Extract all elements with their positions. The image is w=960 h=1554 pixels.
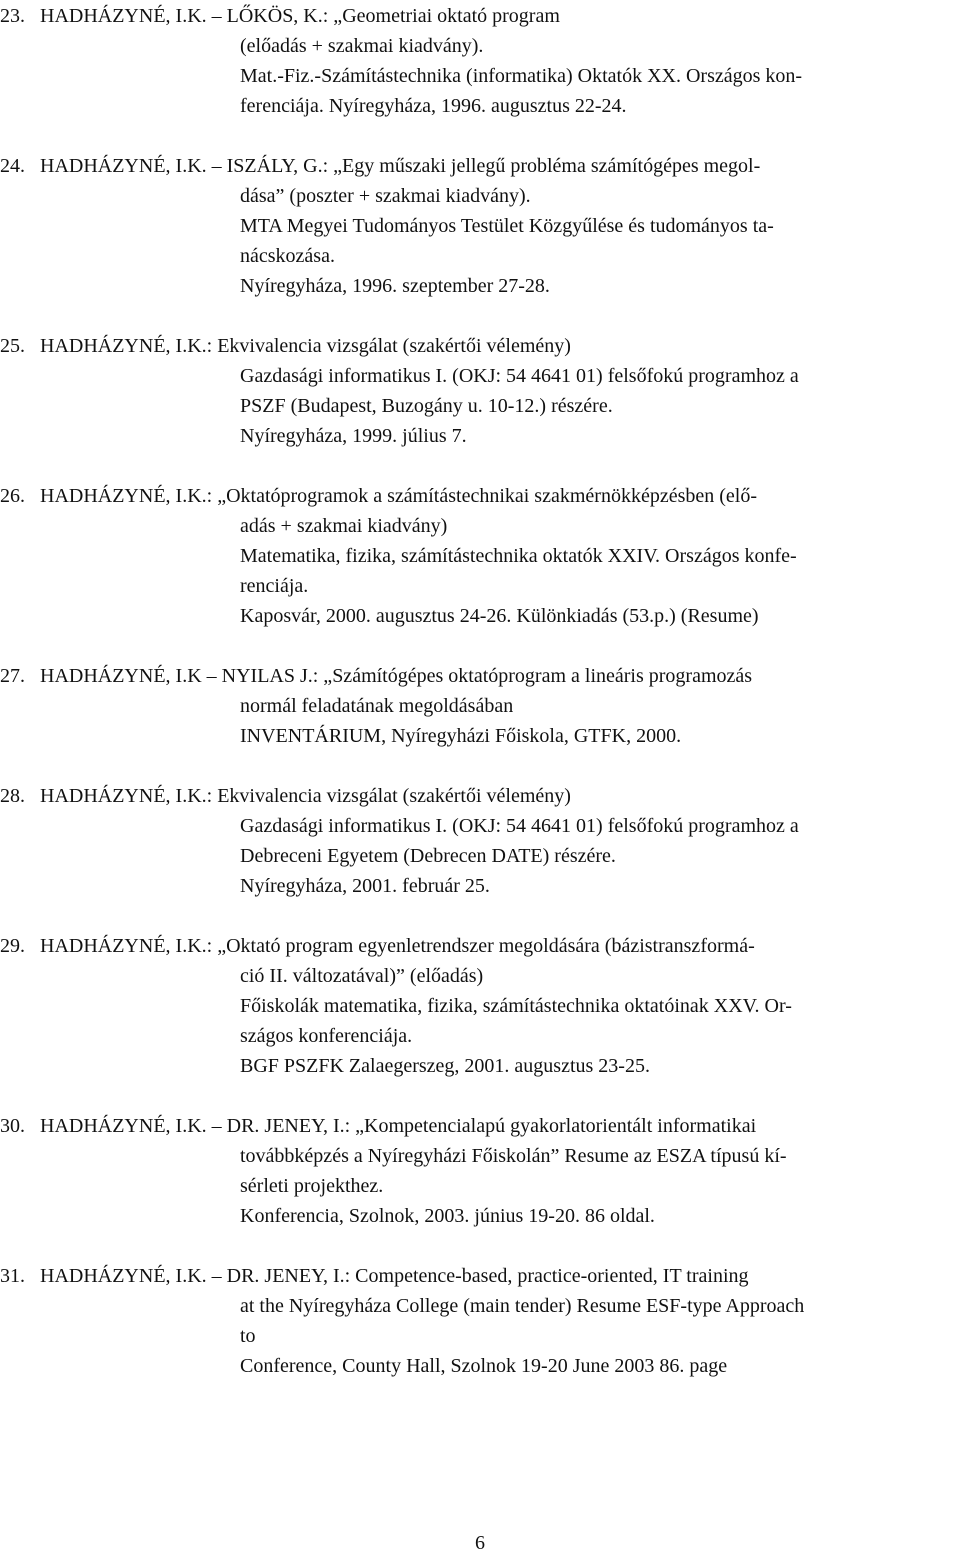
entry-line: továbbképzés a Nyíregyházi Főiskolán” Resume az ESZA típusú kí-	[240, 1145, 787, 1167]
entry-line: Kaposvár, 2000. augusztus 24-26. Különkiadás (53.p.) (Resume)	[240, 605, 759, 627]
entry-line: Konferencia, Szolnok, 2003. június 19-20. 86 oldal.	[240, 1205, 655, 1227]
entry-number: 29.	[0, 935, 25, 957]
entry-line: MTA Megyei Tudományos Testület Közgyűlése és tudományos ta-	[240, 215, 774, 237]
entry-line: Nyíregyháza, 2001. február 25.	[240, 875, 490, 897]
entry-line: INVENTÁRIUM, Nyíregyházi Főiskola, GTFK, 2000.	[240, 725, 682, 747]
entry-line: Gazdasági informatikus I. (OKJ: 54 4641 01) felsőfokú programhoz a	[240, 365, 799, 387]
entry-line: Főiskolák matematika, fizika, számítástechnika oktatóinak XXV. Or-	[240, 995, 792, 1017]
entry-line: (előadás + szakmai kiadvány).	[240, 35, 484, 57]
entry-number: 27.	[0, 665, 25, 687]
entry-line: HADHÁZYNÉ, I.K.: Ekvivalencia vizsgálat (szakértői vélemény)	[40, 785, 571, 807]
entry-line: ferenciája. Nyíregyháza, 1996. augusztus 22-24.	[240, 95, 627, 117]
entry-line: ció II. változatával)” (előadás)	[240, 965, 484, 987]
entry-number: 25.	[0, 335, 25, 357]
entry-line: to	[240, 1325, 256, 1347]
entry-line: Nyíregyháza, 1999. július 7.	[240, 425, 467, 447]
entry-line: normál feladatának megoldásában	[240, 695, 514, 717]
entry-line: adás + szakmai kiadvány)	[240, 515, 448, 537]
entry-line: HADHÁZYNÉ, I.K. – LŐKÖS, K.: „Geometriai oktató program	[40, 5, 560, 27]
entry-line: Gazdasági informatikus I. (OKJ: 54 4641 01) felsőfokú programhoz a	[240, 815, 799, 837]
entry-line: renciája.	[240, 575, 309, 597]
entry-line: Conference, County Hall, Szolnok 19-20 June 2003 86. page	[240, 1355, 728, 1377]
entry-line: Mat.-Fiz.-Számítástechnika (informatika) Oktatók XX. Országos kon-	[240, 65, 803, 87]
entry-number: 30.	[0, 1115, 25, 1137]
entry-line: Matematika, fizika, számítástechnika oktatók XXIV. Országos konfe-	[240, 545, 797, 567]
entry-line: HADHÁZYNÉ, I.K.: Ekvivalencia vizsgálat (szakértői vélemény)	[40, 335, 571, 357]
entry-number: 28.	[0, 785, 25, 807]
entry-line: HADHÁZYNÉ, I.K. – ISZÁLY, G.: „Egy műszaki jellegű probléma számítógépes megol-	[40, 155, 761, 177]
entry-line: Debreceni Egyetem (Debrecen DATE) részére.	[240, 845, 616, 867]
entry-number: 23.	[0, 5, 25, 27]
entry-line: HADHÁZYNÉ, I.K. – DR. JENEY, I.: „Kompetencialapú gyakorlatorientált informatikai	[40, 1115, 757, 1137]
entry-line: PSZF (Budapest, Buzogány u. 10-12.) részére.	[240, 395, 613, 417]
entry-line: HADHÁZYNÉ, I.K.: „Oktató program egyenletrendszer megoldására (bázistranszformá-	[40, 935, 755, 957]
entry-line: BGF PSZFK Zalaegerszeg, 2001. augusztus 23-25.	[240, 1055, 650, 1077]
entry-number: 31.	[0, 1265, 25, 1287]
entry-line: sérleti projekthez.	[240, 1175, 384, 1197]
entry-line: HADHÁZYNÉ, I.K. – DR. JENEY, I.: Competence-based, practice-oriented, IT training	[40, 1265, 749, 1287]
page-number: 6	[475, 1532, 485, 1554]
entry-number: 24.	[0, 155, 25, 177]
entry-line: szágos konferenciája.	[240, 1025, 413, 1047]
entry-line: at the Nyíregyháza College (main tender) Resume ESF-type Approach	[240, 1295, 805, 1317]
entry-line: Nyíregyháza, 1996. szeptember 27-28.	[240, 275, 550, 297]
entry-line: HADHÁZYNÉ, I.K.: „Oktatóprogramok a számítástechnikai szakmérnökképzésben (elő-	[40, 485, 757, 507]
entry-line: dása” (poszter + szakmai kiadvány).	[240, 185, 531, 207]
entry-line: HADHÁZYNÉ, I.K – NYILAS J.: „Számítógépes oktatóprogram a lineáris programozás	[40, 665, 753, 687]
entry-number: 26.	[0, 485, 25, 507]
entry-line: nácskozása.	[240, 245, 335, 267]
